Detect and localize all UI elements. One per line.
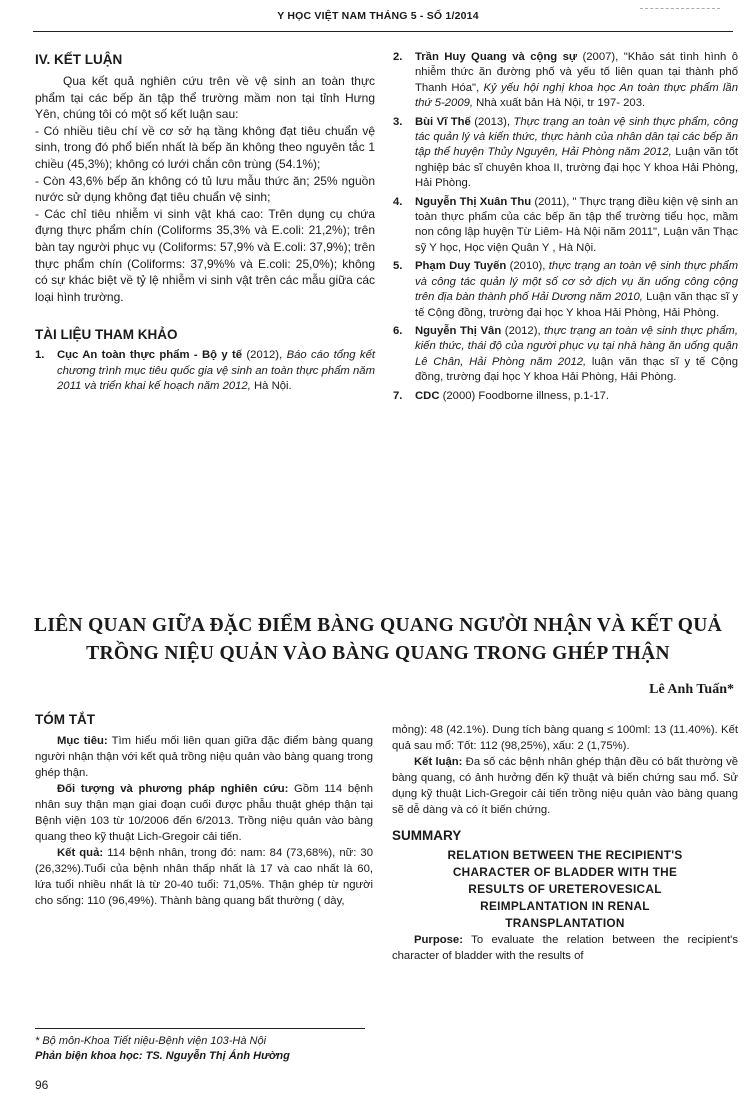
reference-number: 3. — [393, 115, 403, 128]
conclusion-point: - Còn 43,6% bếp ăn không có tủ lưu mẫu thức ăn; 25% nguồn nước sử dụng không đạt tiêu chuẩn vệ sinh; — [35, 173, 375, 205]
conclusion-intro: Qua kết quả nghiên cứu trên về vệ sinh an toàn thực phẩm tại các bếp ăn tập thể trường mầm non tại tỉnh Hưng Yên, chúng tôi có một số kết luận sau: — [35, 74, 375, 122]
reference-item — [393, 50, 738, 112]
reference-title: thực trạng an toàn vệ sinh thực phẩm và công tác quản lý một số cơ sở dịch vụ ăn uống công cộng trên địa bàn thành phố Hải Dương năm 2010, — [415, 260, 739, 304]
abstract-text: Tìm hiểu mối liên quan giữa đặc điểm bàng quang người nhận thận với kết quả trồng niệu quản vào bàng quang trong ghép thận. — [35, 735, 373, 779]
references-heading: TÀI LIỆU THAM KHẢO — [35, 327, 178, 343]
reference-author: Nguyễn Thị Xuân Thu — [415, 195, 532, 208]
abstract-label: Kết quả: — [57, 847, 104, 859]
reference-text: (2012), — [242, 349, 287, 362]
abstract-objective — [35, 733, 373, 781]
reference-text: (2012), — [501, 324, 545, 337]
reference-item — [393, 324, 738, 386]
header-rule — [33, 31, 733, 32]
reference-list-left — [35, 348, 375, 394]
reference-list-right — [393, 50, 738, 404]
abstract-text: 114 bệnh nhân, trong đó: nam: 84 (73,68%), nữ: 30 (26,32%).Tuổi của bệnh nhân thấp nhất là 17 và cao nhất là 60, lứa tuổi nhiều nhất là từ 20-40 tuổi: 71,05%. Thận ghép từ người cho sống: 110 (96,49%). Thành bàng quang bất thường ( dày, — [35, 847, 373, 907]
reference-item — [393, 389, 738, 404]
conclusion-point: - Các chỉ tiêu nhiễm vi sinh vật khá cao: Trên dụng cụ chứa đựng thực phẩm chín (Coliforms 35,3% và E.coli: 21,2%); trên bàn tay người phục vụ (Coliforms: 57,9% và E.coli: 37,9%); trên thực phẩm chín (Coliforms: 37,9%% và E.coli: 25,0%); không có sự khác biệt về tỷ lệ nhiễm vi sinh vật trên các mẫu giữa các loại hình trường. — [35, 206, 375, 304]
reference-author: Bùi Vĩ Thế — [415, 115, 471, 128]
reference-author: Nguyễn Thị Vân — [415, 324, 502, 337]
reference-title: Kỷ yếu hội nghị khoa học An toàn thực phẩm lần thứ 5-2009, — [415, 81, 738, 110]
reference-text: Nhà xuất bản Hà Nội, tr 197- 203. — [473, 97, 646, 110]
abstract-results-continued: mỏng): 48 (42.1%). Dung tích bàng quang ≤ 100ml: 13 (11.40%). Kết quả sau mổ: Tốt: 112 (98,25%), xấu: 2 (1,75%). — [392, 724, 738, 752]
english-title-line: RESULTS OF URETEROVESICAL — [468, 882, 662, 896]
reference-text: (2011), " Thực trạng điều kiện vệ sinh an toàn thực phẩm của các bếp ăn tập thể trường tiểu học, mầm non công lập huyện Từ Liêm- Hà Nội năm 2011", Luận văn Thạc sỹ Y học, Học viện Quân Y , Hà Nội. — [415, 195, 738, 254]
reference-text: Luận văn thạc sĩ y tế Cộng đồng, trường đại học Y khoa Hải Phòng, Hải Phòng. — [415, 291, 738, 319]
abstract-label: Mục tiêu: — [57, 735, 108, 747]
abstract-methods — [35, 781, 373, 845]
abstract-text: Gồm 114 bệnh nhân suy thận mạn giai đoạn cuối được phẫu thuật ghép thận tại Bệnh viện 103 từ 10/2006 đến 6/2013. Trồng niệu quản vào bàng quang theo kỹ thuật Lich-Gregoir cải tiến. — [35, 783, 373, 843]
reference-item — [393, 259, 738, 321]
reference-author: Trần Huy Quang và cộng sự — [415, 51, 578, 63]
article-title-line: TRỒNG NIỆU QUẢN VÀO BÀNG QUANG TRONG GHÉP THẬN — [86, 643, 670, 664]
english-title-line: CHARACTER OF BLADDER WITH THE — [452, 865, 678, 879]
article-title-line: LIÊN QUAN GIỮA ĐẶC ĐIỂM BÀNG QUANG NGƯỜI NHẬN VÀ KẾT QUẢ — [34, 615, 722, 636]
reference-author: Phạm Duy Tuyến — [415, 260, 507, 273]
summary-purpose — [392, 932, 738, 964]
english-title-line: REIMPLANTATION IN RENAL — [480, 899, 650, 913]
reference-title: thực trạng an toàn vệ sinh thực phẩm, kiến thức, thái độ của người phục vụ tại nhà hàng ăn uống quận Lê Chân, Hải Phòng năm 2012, — [415, 324, 738, 368]
reference-item — [393, 115, 738, 192]
reference-text: Hà Nội. — [250, 380, 292, 393]
left-column-top — [35, 52, 375, 398]
reference-text: Luận văn tốt nghiệp bác sĩ chuyên khoa II, trường đại học Y khoa Hải Phòng, Hải Phòng. — [415, 146, 738, 190]
abstract-label: Kết luận: — [414, 756, 463, 768]
english-title-line: TRANSPLANTATION — [505, 916, 625, 930]
summary-label: Purpose: — [414, 934, 463, 946]
running-header: Y HỌC VIỆT NAM THÁNG 5 - SỐ 1/2014 — [277, 10, 479, 22]
reference-number: 2. — [393, 51, 403, 63]
reference-text: (2007), "Khảo sát tình hình ô nhiễm thức ăn đường phố và yếu tố liên quan tại thành phố Thanh Hóa", — [415, 51, 738, 94]
page-number: 96 — [35, 1078, 49, 1092]
reference-text: (2010), — [506, 260, 549, 273]
reference-number: 5. — [393, 260, 403, 273]
reference-item — [393, 195, 738, 257]
conclusion-heading: IV. KẾT LUẬN — [35, 52, 123, 67]
reference-author: Cục An toàn thực phẩm - Bộ y tế — [57, 349, 243, 362]
abstract-heading: TÓM TẮT — [35, 712, 95, 727]
right-column-top — [393, 50, 738, 407]
reference-title: Thực trạng an toàn vệ sinh thực phẩm, công tác quản lý và kiến thức, thực hành của nhân dân tại các bếp ăn tập thể huyện Thủy Nguyên, Hải Phòng năm 2012, — [415, 115, 738, 159]
abstract-text: Đa số các bệnh nhân ghép thận đều có bất thường về bàng quang, có ảnh hưởng đến kỹ thuật và biến chứng sau mổ. Sử dụng kỹ thuật Lich-Gregoir cải tiến trồng niệu quản vào bàng quang sẽ dễ dàng và có ít biến chứng. — [392, 756, 739, 816]
reference-text: (2013), — [470, 115, 514, 128]
footnote-reviewer: Phản biện khoa học: TS. Nguyễn Thị Ánh Hường — [35, 1050, 290, 1062]
summary-heading: SUMMARY — [392, 828, 462, 843]
article-title — [20, 612, 736, 668]
reference-number: 6. — [393, 324, 403, 337]
reference-text: luận văn thạc sĩ y tế Cộng đồng, trường đại học Y khoa Hải Phòng, Hải Phòng. — [415, 355, 738, 384]
reference-author: CDC — [415, 389, 440, 402]
reference-item — [35, 348, 375, 394]
footnote-affiliation: * Bộ môn-Khoa Tiết niệu-Bệnh viện 103-Hà Nội — [35, 1035, 267, 1047]
conclusion-point: - Có nhiều tiêu chí về cơ sở hạ tầng không đạt tiêu chuẩn vệ sinh, trong đó phổ biến nhất là bếp ăn không theo nguyên tắc 1 chiều (45,3%); không có lưới chắn côn trùng (54.1%); — [35, 123, 375, 171]
reference-title: Báo cáo tổng kết chương trình mục tiêu quốc gia vệ sinh an toàn thực phẩm năm 2011 và triển khai kế hoạch năm 2012, — [57, 349, 375, 393]
reference-number: 1. — [35, 349, 45, 362]
abstract-label: Đối tượng và phương pháp nghiên cứu: — [57, 783, 289, 795]
footnote-rule — [35, 1028, 365, 1029]
abstract-results — [35, 845, 373, 909]
english-title-line: RELATION BETWEEN THE RECIPIENT'S — [447, 848, 683, 862]
reference-number: 4. — [393, 195, 403, 208]
abstract-conclusion — [392, 754, 738, 818]
reference-text: (2000) Foodborne illness, p.1-17. — [439, 389, 610, 402]
summary-column — [392, 722, 738, 964]
reference-number: 7. — [393, 389, 403, 402]
abstract-column — [35, 712, 373, 909]
summary-text: To evaluate the relation between the recipient's character of bladder with the results of — [392, 934, 738, 962]
article-author: Lê Anh Tuấn* — [649, 682, 734, 697]
footnote — [35, 1034, 375, 1064]
